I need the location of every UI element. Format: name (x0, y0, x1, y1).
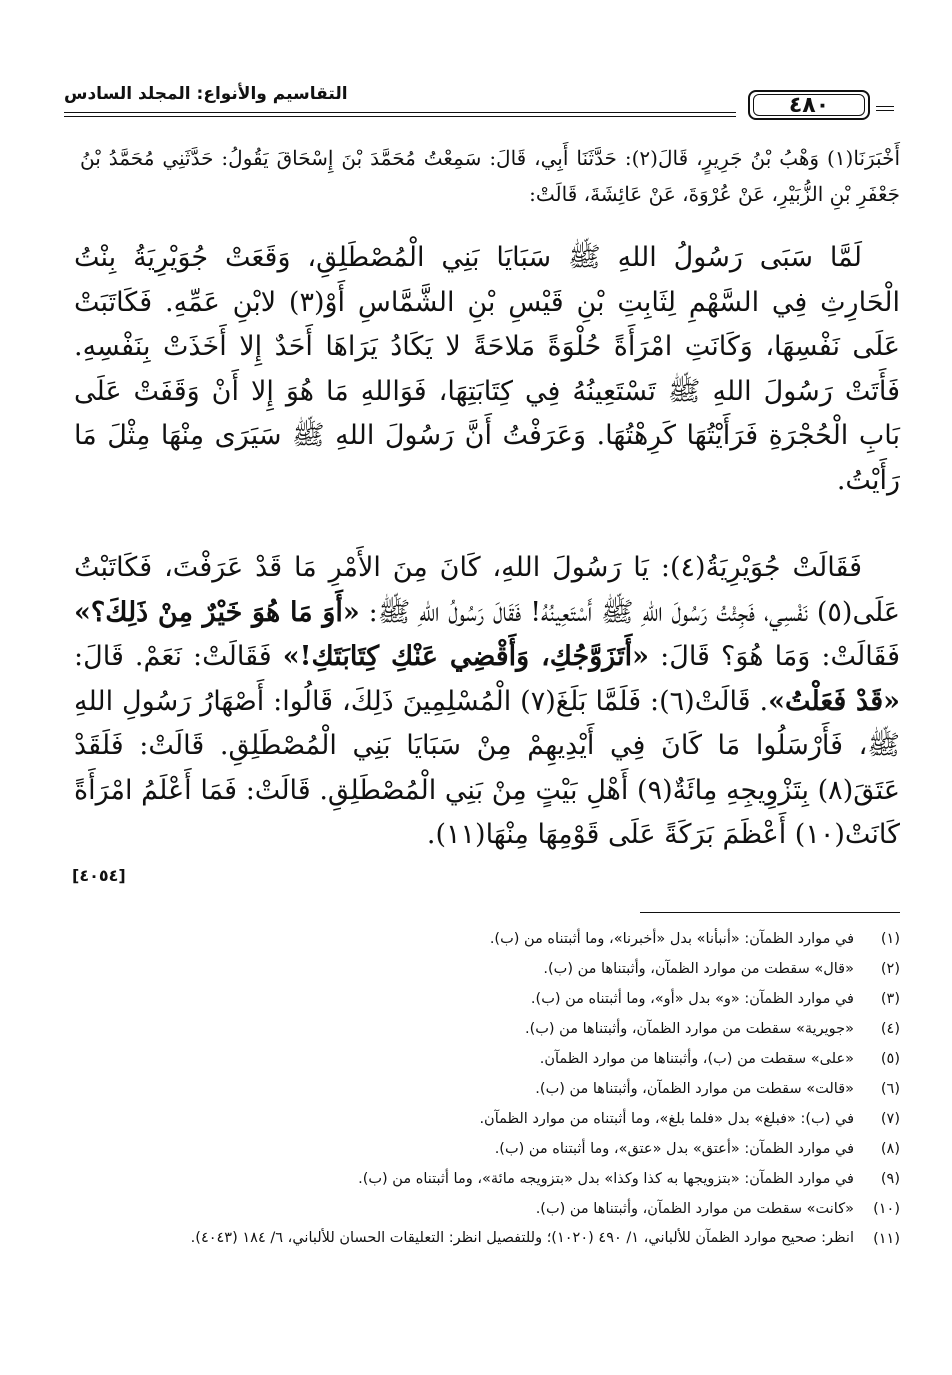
footnote-text: «كانت» سقطت من موارد الظمآن، وأثبتناها من (ب). (535, 1201, 854, 1217)
footnote-item (72, 924, 900, 954)
running-title: التقاسيم والأنواع: المجلد السادس (64, 84, 348, 104)
footnote-text: في موارد الظمآن: «أنبأنا» بدل «أخبرنا»، وما أثبتناه من (ب). (489, 931, 854, 947)
footnote-number: (٦) (880, 1081, 900, 1097)
footnote-item (72, 1134, 900, 1164)
footnote-item (72, 954, 900, 984)
paragraph-2-part-4: . قَالَتْ(٦): فَلَمَّا بَلَغَ(٧) الْمُسْلِمِينَ ذَلِكَ، قَالُوا: أَصْهَارُ رَسُولِ اللهِ ﷺ، فَأَرْسَلُوا مَا كَانَ فِي أَيْدِيهِمْ مِنْ سَبَايَا بَنِي الْمُصْطَلِقِ. قَالَتْ: فَلَقَدْ عَتَقَ(٨) بِتَزْوِيجِهِ مِائَةٌ(٩) أَهْلِ بَيْتٍ مِنْ بَنِي الْمُصْطَلِقِ. قَالَتْ: فَمَا أَعْلَمُ امْرَأَةً كَانَتْ(١٠) أَعْظَمَ بَرَكَةً عَلَى قَوْمِهَا مِنْهَا(١١). (74, 685, 900, 850)
paragraph-2-part-3: فَقَالَتْ: نَعَمْ. قَالَ: (74, 641, 283, 672)
page-number: ٤٨٠ (748, 90, 870, 120)
footnote-text: «قالت» سقطت من موارد الظمآن، وأثبتناها من (ب). (535, 1081, 854, 1097)
prophet-quote-3: «قَدْ فَعَلْتُ» (768, 685, 900, 717)
footnote-text: في موارد الظمآن: «بتزويجها به كذا وكذا» بدل «بتزويجه مائة»، وما أثبتناه من (ب). (358, 1171, 854, 1187)
footnote-item (72, 1104, 900, 1134)
footnote-text: «على» سقطت من (ب)، وأثبتناها من موارد الظمآن. (539, 1051, 854, 1067)
hadith-paragraph-2 (74, 546, 900, 858)
prophet-quote-1: «أَوَ مَا هُوَ خَيْرٌ مِنْ ذَلِكَ؟» (74, 596, 360, 628)
footnote-number: (٤) (880, 1021, 900, 1037)
footnote-number: (٩) (880, 1171, 900, 1187)
footnote-separator (640, 912, 900, 913)
footnote-item (72, 984, 900, 1014)
footnote-item (72, 1074, 900, 1104)
prophet-quote-2: «أَتَزَوَّجُكِ، وَأَقْضِي عَنْكِ كِتَابَتَكِ!» (282, 641, 650, 672)
paragraph-2-part-2: فَقَالَتْ: وَمَا هُوَ؟ قَالَ: (649, 641, 900, 672)
footnote-text: في موارد الظمآن: «و» بدل «أو»، وما أثبتناه من (ب). (530, 991, 854, 1007)
footnote-text: «قال» سقطت من موارد الظمآن، وأثبتناها من (ب). (543, 961, 854, 977)
footnote-number: (٨) (880, 1141, 900, 1157)
footnote-item (72, 1014, 900, 1044)
footnote-number: (٢) (880, 961, 900, 977)
footnote-text: «جويرية» سقطت من موارد الظمآن، وأثبتناها من (ب). (525, 1021, 854, 1037)
footnote-item (72, 1044, 900, 1074)
footnote-number: (١) (880, 931, 900, 947)
footnote-text: انظر: صحيح موارد الظمآن للألباني، ١/ ٤٩٠ (١٠٢٠)؛ وللتفصيل انظر: التعليقات الحسان للألباني، ٦/ ١٨٤ (٤٠٤٣). (190, 1230, 854, 1246)
footnote-number: (١٠) (873, 1201, 900, 1217)
footnote-number: (٥) (880, 1051, 900, 1067)
paragraph-2-part-1: فَقَالَتْ جُوَيْرِيَةُ(٤): يَا رَسُولَ اللهِ، كَانَ مِنَ الأَمْرِ مَا قَدْ عَرَفْتَ، فَكَاتَبْتُ عَلَى(٥) نَفْسِي، فَجِئْتُ رَسُولَ اللهِ ﷺ أَسْتَعِينُهُ! فَقَالَ رَسُولُ اللهِ ﷺ: (74, 552, 900, 628)
footnote-item (72, 1164, 900, 1194)
footnote-text: في (ب): «فبلغ» بدل «فلما بلغ»، وما أثبتناه من موارد الظمآن. (479, 1111, 854, 1127)
footnote-number: (١١) (873, 1231, 900, 1247)
footnote-number: (٣) (880, 991, 900, 1007)
footnote-item (72, 1194, 900, 1224)
page-header (64, 82, 894, 122)
footnote-item (72, 1224, 900, 1254)
hadith-paragraph-1 (74, 236, 900, 503)
paragraph-1-text: لَمَّا سَبَى رَسُولُ اللهِ ﷺ سَبَايَا بَنِي الْمُصْطَلِقِ، وَقَعَتْ جُوَيْرِيَةُ بِنْتُ الْحَارِثِ فِي السَّهْمِ لِثَابِتِ بْنِ قَيْسِ بْنِ الشَّمَّاسِ أَوْ(٣) لابْنِ عَمِّهِ. فَكَاتَبَتْ عَلَى نَفْسِهَا، وَكَانَتِ امْرَأَةً حُلْوَةً مَلاحَةً لا يَكَادُ يَرَاهَا أَحَدٌ إِلا أَخَذَتْ بِنَفْسِهِ. فَأَتَتْ رَسُولَ اللهِ ﷺ تَسْتَعِينُهُ فِي كِتَابَتِهَا، فَوَاللهِ مَا هُوَ إِلا أَنْ وَقَفَتْ عَلَى بَابِ الْحُجْرَةِ فَرَأَيْتُهَا كَرِهْتُهَا. وَعَرَفْتُ أَنَّ رَسُولَ اللهِ ﷺ سَيَرَى مِنْهَا مِثْلَ مَا رَأَيْتُ. (74, 242, 900, 496)
hadith-number: [٤٠٥٤] (72, 866, 126, 885)
header-rule-short (876, 106, 894, 111)
footnote-number: (٧) (880, 1111, 900, 1127)
footnote-text: في موارد الظمآن: «أعتق» بدل «عتق»، وما أثبتناه من (ب). (494, 1141, 854, 1157)
header-rule (64, 112, 736, 117)
isnad-chain: أَخْبَرَنَا(١) وَهْبُ بْنُ جَرِيرٍ، قَالَ(٢): حَدَّثَنَا أَبِي، قَالَ: سَمِعْتُ مُحَمَّدَ بْنَ إِسْحَاقَ يَقُولُ: حَدَّثَنِي مُحَمَّدُ بْنُ جَعْفَرِ بْنِ الزُّبَيْرِ، عَنْ عُرْوَةَ، عَنْ عَائِشَةَ، قَالَتْ: (80, 146, 900, 206)
footnotes (72, 924, 900, 1254)
